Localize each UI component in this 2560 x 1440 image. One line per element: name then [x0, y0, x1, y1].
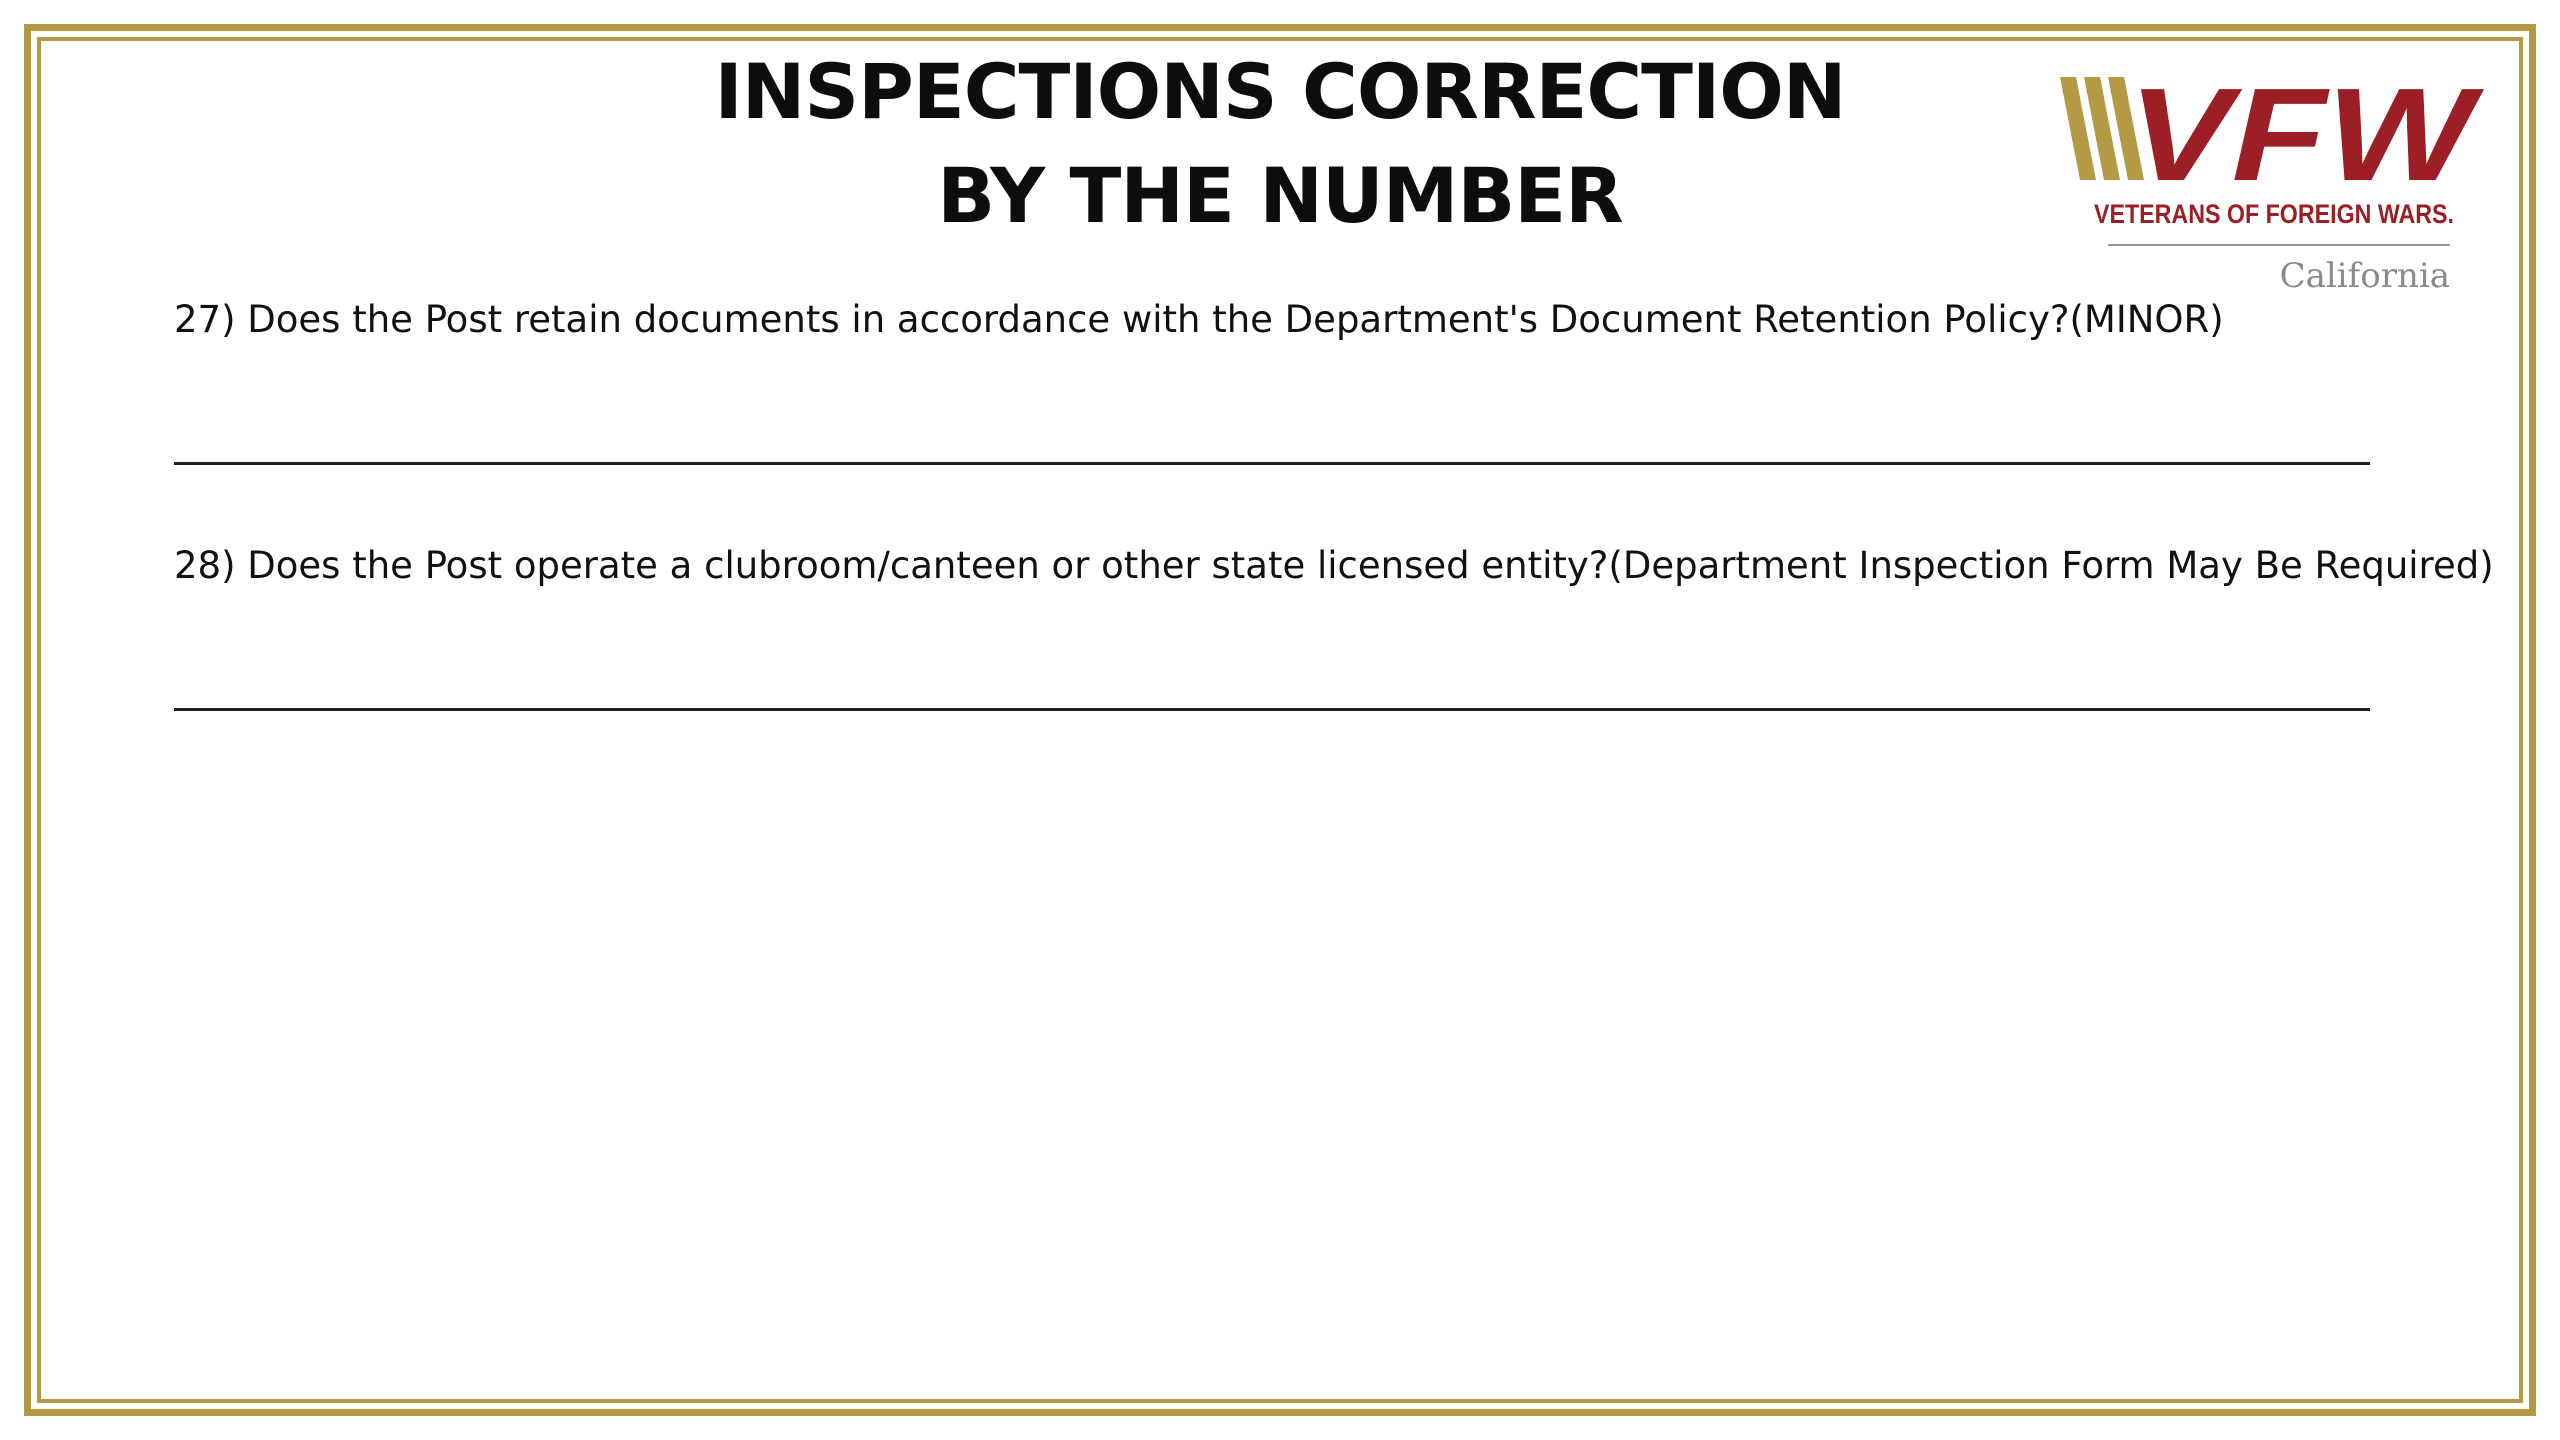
page-title-line-1: INSPECTIONS CORRECTION — [714, 47, 1846, 136]
vfw-logo — [2050, 55, 2490, 305]
page-title-line-2: BY THE NUMBER — [937, 151, 1623, 240]
question-28: 28) Does the Post operate a clubroom/canteen or other state licensed entity?(Department Inspection Form May Be Required) — [174, 544, 2494, 587]
logo-region: California — [2279, 256, 2450, 296]
logo-subtitle: VETERANS OF FOREIGN WARS. — [2094, 199, 2454, 229]
answer-line-28 — [174, 708, 2370, 711]
answer-line-27 — [174, 462, 2370, 465]
question-27: 27) Does the Post retain documents in accordance with the Department's Document Retention Policy?(MINOR) — [174, 298, 2224, 341]
logo-wordmark: VFW — [2128, 61, 2485, 208]
